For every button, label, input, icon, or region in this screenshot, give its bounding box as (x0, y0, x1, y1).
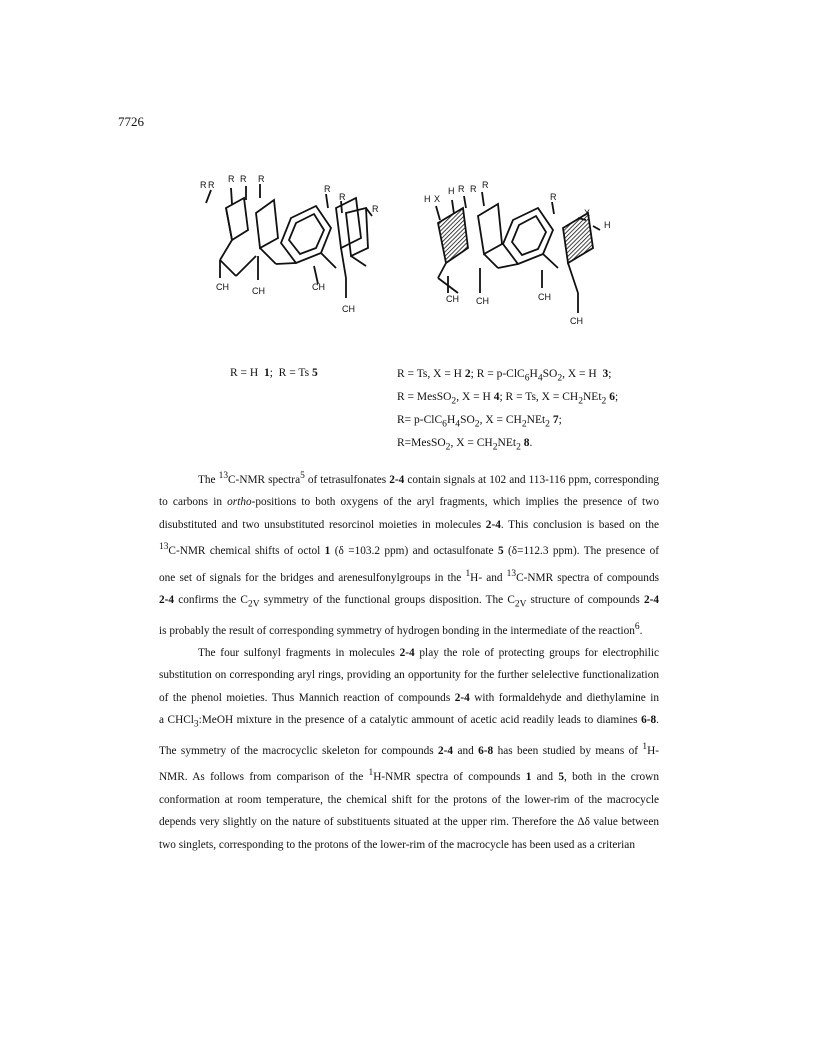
text-line: a CHCl$_3$:MeOH mixture in the presence of a catalytic ammount of acetic acid readily leads to diamines 6-8. (159, 714, 659, 730)
svg-text:CH: CH (216, 282, 229, 292)
svg-text:X: X (584, 208, 591, 218)
right-calixarene-structure (418, 168, 628, 333)
svg-text:X: X (434, 194, 441, 204)
svg-text:R: R (240, 174, 247, 184)
text-line: $^{13}$C-NMR chemical shifts of octol 1 (δ =103.2 ppm) and octasulfonate 5 (δ=112.3 ppm). The presence of (159, 542, 660, 558)
text-line: disubstituted and two unsubstituted resorcinol moieties in molecules 2-4. This conclusion is based on the (159, 518, 659, 531)
legend-line: R=MesSO$_2$, $X = CH_2NEt_2$ 8. (397, 437, 533, 453)
svg-text:R: R (470, 184, 477, 194)
svg-text:R: R (482, 180, 489, 190)
paragraph-1 (159, 465, 659, 642)
text-line: two singlets, corresponding to the protons of the lower-rim of the macrocycle has been used as a criterian (159, 838, 635, 851)
svg-text:H: H (448, 186, 455, 196)
text-line: The symmetry of the macrocyclic skeleton for compounds 2-4 and 6-8 has been studied by means of $^1$H- (159, 742, 659, 757)
calixarene-structure-icon (196, 168, 396, 318)
svg-text:R: R (372, 204, 379, 214)
calixarene-structure-hatched-icon (418, 168, 628, 333)
text-line: of the phenol moieties. Thus Mannich reaction of compounds 2-4 with formaldehyde and diethylamine in (159, 691, 660, 704)
text-line: depends very slightly on the nature of substituents situated at the upper rim. Therefore the Δδ value between (159, 816, 659, 829)
svg-text:CH: CH (312, 282, 325, 292)
svg-text:R: R (208, 180, 215, 190)
svg-text:R: R (200, 180, 207, 190)
text-line: is probably the result of corresponding symmetry of hydrogen bonding in the intermediate of the reaction$^6$. (159, 621, 643, 637)
page-number: 7726 (118, 114, 144, 129)
left-structure-caption: R = H 1; R = Ts 5 (230, 367, 318, 379)
svg-text:R: R (550, 192, 557, 202)
legend-line: $R= p-ClC_6H_4SO_2$, $X = CH_2NEt_2$ 7; (397, 414, 562, 430)
svg-text:CH: CH (446, 294, 459, 304)
svg-text:CH: CH (252, 286, 265, 296)
svg-text:CH: CH (538, 292, 551, 302)
text-line: The $^{13}$C-NMR spectra$^5$ of tetrasulfonates 2-4 contain signals at 102 and 113-116 ppm, corresponding (198, 471, 660, 486)
svg-text:R: R (458, 184, 465, 194)
legend-line: R = MesSO$_2$, X = H 4; R = Ts, $X = CH_2NEt_2$ 6; (397, 391, 619, 407)
text-line: conformation at room temperature, the chemical shift for the protons of the lower-rim of the macrocycle (159, 793, 659, 806)
body-text (159, 465, 659, 856)
left-calixarene-structure (196, 168, 396, 318)
svg-text:R: R (258, 174, 265, 184)
text-line: The four sulfonyl fragments in molecules 2-4 play the role of protecting groups for electrophilic (198, 646, 659, 659)
text-line: one set of signals for the bridges and arenesulfonylgroups in the $^1$H- and $^{13}$C-NMR spectra of compounds (159, 568, 659, 584)
svg-text:CH: CH (342, 304, 355, 314)
svg-text:CH: CH (570, 316, 583, 326)
text-line: substitution on corresponding aryl rings, providing an opportunity for the further selelective functionalization (159, 669, 659, 682)
svg-text:CH: CH (476, 296, 489, 306)
text-line: NMR. As follows from comparison of the $^1$H-NMR spectra of compounds 1 and 5, both in the crown (159, 768, 659, 784)
svg-text:R: R (324, 184, 331, 194)
svg-text:R: R (228, 174, 235, 184)
svg-text:R: R (339, 192, 346, 202)
legend-line: R = Ts, X = H 2; $R = p-ClC_6H_4SO_2$, X = H 3; (397, 368, 612, 384)
svg-text:H: H (604, 220, 611, 230)
text-line: 2-4 confirms the $C_{2V}$ symmetry of the functional groups disposition. The $C_{2V}$ structure of compounds 2-4 (159, 593, 659, 610)
svg-text:H: H (424, 194, 431, 204)
paragraph-2 (159, 642, 659, 856)
text-line: to carbons in ortho-positions to both oxygens of the aryl fragments, which implies the presence of two (159, 496, 659, 509)
